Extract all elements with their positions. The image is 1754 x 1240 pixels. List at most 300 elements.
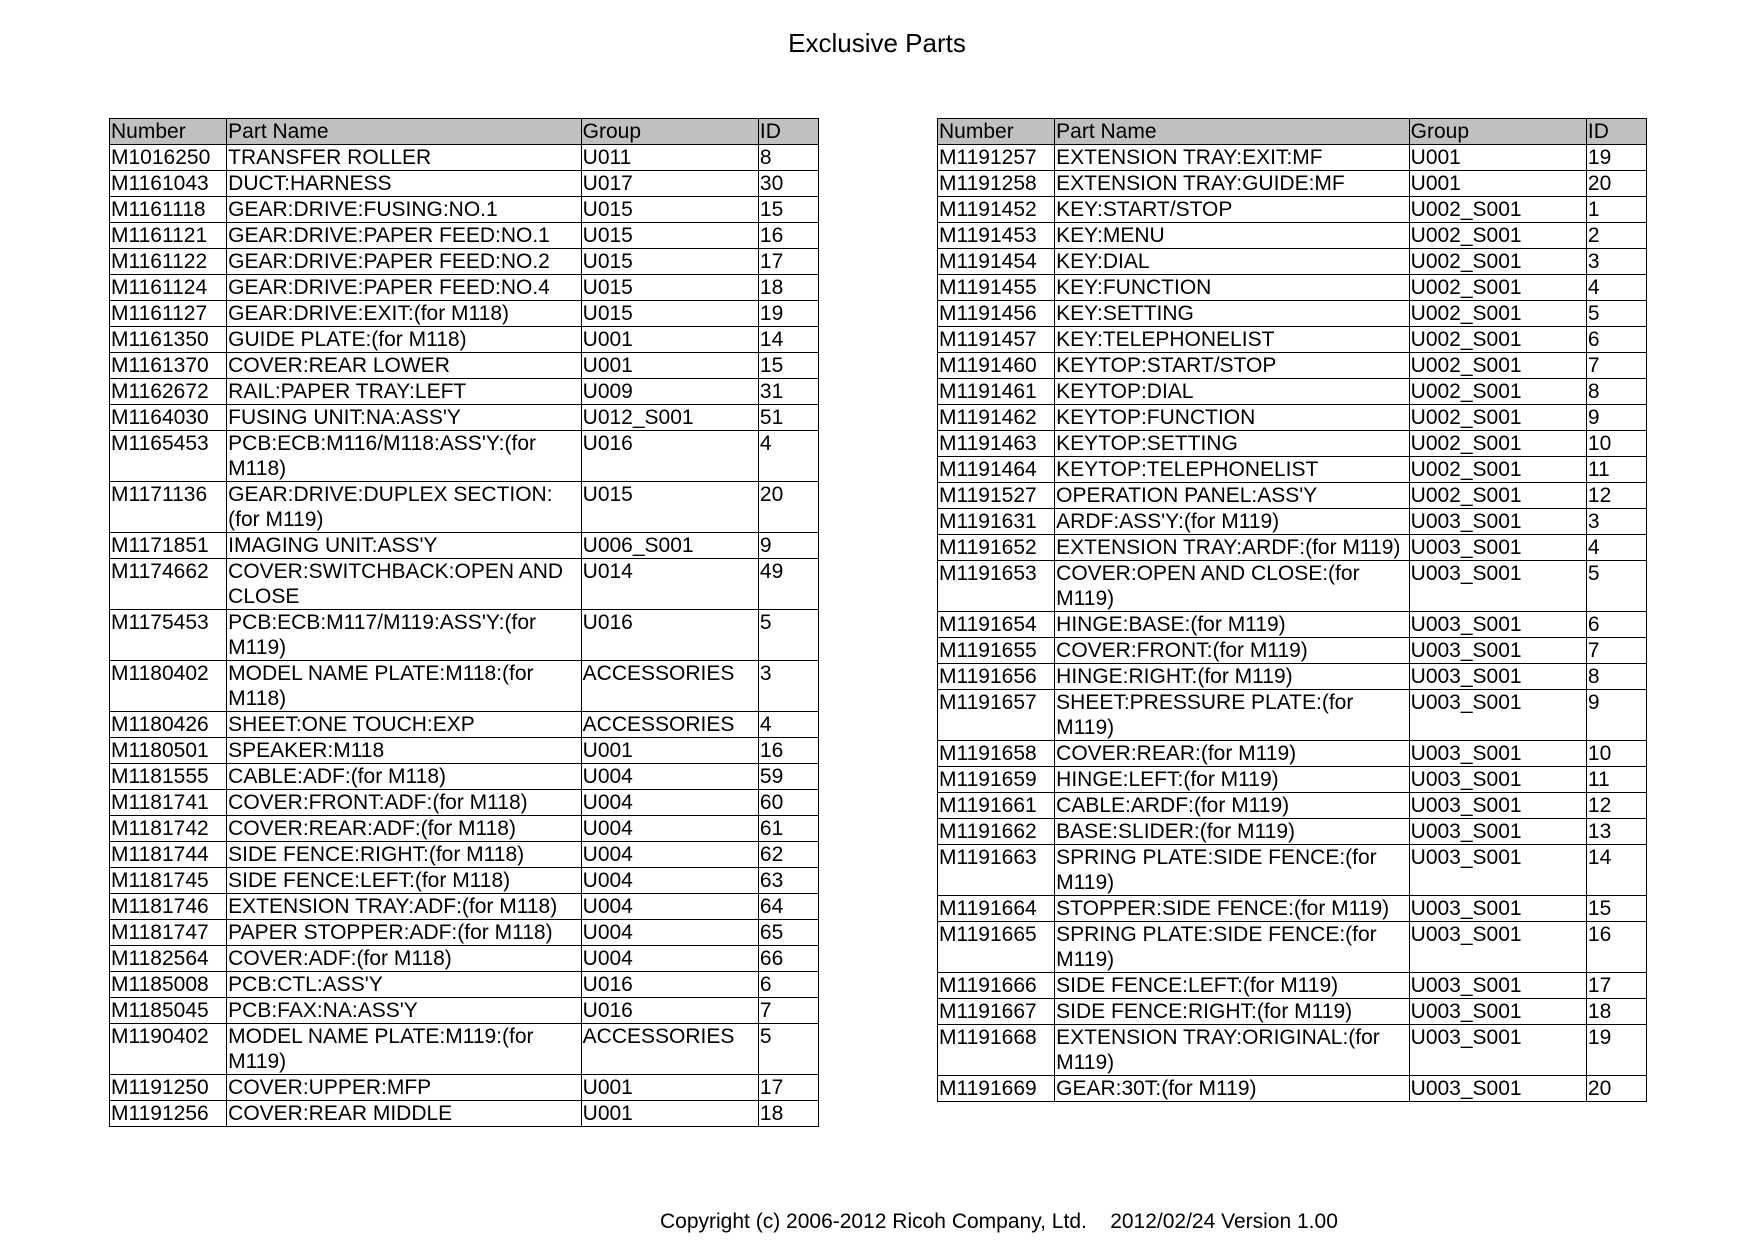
cell-part-name: EXTENSION TRAY:ADF:(for M118)	[227, 894, 582, 920]
cell-part-name: SPEAKER:M118	[227, 738, 582, 764]
cell-part-name: GUIDE PLATE:(for M118)	[227, 327, 582, 353]
cell-number: M1191463	[938, 431, 1055, 457]
cell-group: U016	[581, 998, 758, 1024]
cell-part-name: IMAGING UNIT:ASS'Y	[227, 533, 582, 559]
cell-number: M1191257	[938, 145, 1055, 171]
cell-group: U016	[581, 972, 758, 998]
cell-group: ACCESSORIES	[581, 712, 758, 738]
cell-group: U011	[581, 145, 758, 171]
header-id: ID	[1586, 119, 1646, 145]
cell-id: 63	[758, 868, 818, 894]
cell-group: U004	[581, 868, 758, 894]
cell-part-name: GEAR:DRIVE:PAPER FEED:NO.2	[227, 249, 582, 275]
table-row	[938, 793, 1647, 819]
cell-part-name: SIDE FENCE:RIGHT:(for M119)	[1055, 999, 1410, 1025]
cell-number: M1181746	[110, 894, 227, 920]
cell-id: 8	[758, 145, 818, 171]
cell-id: 61	[758, 816, 818, 842]
cell-part-name: HINGE:LEFT:(for M119)	[1055, 767, 1410, 793]
table-row	[938, 379, 1647, 405]
table-row	[938, 767, 1647, 793]
date-version-text: 2012/02/24 Version 1.00	[1110, 1210, 1338, 1233]
cell-id: 4	[758, 431, 818, 482]
cell-number: M1161122	[110, 249, 227, 275]
cell-id: 51	[758, 405, 818, 431]
cell-number: M1191652	[938, 535, 1055, 561]
table-row	[938, 638, 1647, 664]
table-row	[110, 764, 819, 790]
cell-id: 17	[758, 249, 818, 275]
table-row	[110, 533, 819, 559]
table-row	[938, 249, 1647, 275]
cell-id: 5	[758, 1024, 818, 1075]
cell-group: U003_S001	[1409, 973, 1586, 999]
table-row	[110, 816, 819, 842]
cell-part-name: SIDE FENCE:RIGHT:(for M118)	[227, 842, 582, 868]
cell-group: U003_S001	[1409, 741, 1586, 767]
cell-part-name: KEYTOP:TELEPHONELIST	[1055, 457, 1410, 483]
cell-group: U002_S001	[1409, 223, 1586, 249]
cell-id: 1	[1586, 197, 1646, 223]
cell-number: M1191653	[938, 561, 1055, 612]
cell-id: 17	[1586, 973, 1646, 999]
table-row	[938, 999, 1647, 1025]
cell-group: U003_S001	[1409, 690, 1586, 741]
cell-group: U003_S001	[1409, 535, 1586, 561]
cell-id: 31	[758, 379, 818, 405]
cell-part-name: COVER:REAR MIDDLE	[227, 1101, 582, 1127]
cell-id: 12	[1586, 483, 1646, 509]
cell-group: U004	[581, 790, 758, 816]
cell-id: 5	[758, 610, 818, 661]
cell-number: M1191668	[938, 1025, 1055, 1076]
cell-number: M1191457	[938, 327, 1055, 353]
cell-number: M1191666	[938, 973, 1055, 999]
cell-group: U004	[581, 764, 758, 790]
cell-id: 18	[758, 275, 818, 301]
cell-part-name: KEY:SETTING	[1055, 301, 1410, 327]
cell-number: M1191455	[938, 275, 1055, 301]
cell-id: 65	[758, 920, 818, 946]
cell-part-name: KEYTOP:DIAL	[1055, 379, 1410, 405]
cell-number: M1191665	[938, 922, 1055, 973]
cell-part-name: HINGE:RIGHT:(for M119)	[1055, 664, 1410, 690]
cell-part-name: KEY:DIAL	[1055, 249, 1410, 275]
cell-part-name: DUCT:HARNESS	[227, 171, 582, 197]
table-row	[938, 741, 1647, 767]
table-row	[110, 405, 819, 431]
cell-part-name: KEY:START/STOP	[1055, 197, 1410, 223]
table-row	[938, 1076, 1647, 1102]
cell-id: 17	[758, 1075, 818, 1101]
cell-group: ACCESSORIES	[581, 1024, 758, 1075]
cell-number: M1181741	[110, 790, 227, 816]
table-row	[938, 690, 1647, 741]
cell-group: U015	[581, 249, 758, 275]
cell-part-name: PCB:ECB:M116/M118:ASS'Y:(for M118)	[227, 431, 582, 482]
cell-id: 4	[1586, 275, 1646, 301]
cell-number: M1181555	[110, 764, 227, 790]
cell-number: M1191656	[938, 664, 1055, 690]
cell-group: U003_S001	[1409, 1025, 1586, 1076]
table-row	[938, 612, 1647, 638]
cell-id: 16	[1586, 922, 1646, 973]
cell-id: 7	[1586, 638, 1646, 664]
table-row	[938, 845, 1647, 896]
cell-part-name: PCB:CTL:ASS'Y	[227, 972, 582, 998]
cell-number: M1191631	[938, 509, 1055, 535]
cell-number: M1191453	[938, 223, 1055, 249]
cell-number: M1185008	[110, 972, 227, 998]
cell-id: 7	[1586, 353, 1646, 379]
cell-number: M1181745	[110, 868, 227, 894]
cell-part-name: GEAR:DRIVE:PAPER FEED:NO.1	[227, 223, 582, 249]
cell-group: U001	[581, 327, 758, 353]
cell-id: 12	[1586, 793, 1646, 819]
cell-part-name: COVER:SWITCHBACK:OPEN AND CLOSE	[227, 559, 582, 610]
table-row	[110, 301, 819, 327]
table-row	[938, 301, 1647, 327]
cell-id: 19	[758, 301, 818, 327]
cell-id: 9	[1586, 690, 1646, 741]
cell-number: M1191256	[110, 1101, 227, 1127]
cell-group: U002_S001	[1409, 353, 1586, 379]
table-row	[110, 1075, 819, 1101]
table-row	[110, 712, 819, 738]
cell-part-name: COVER:FRONT:(for M119)	[1055, 638, 1410, 664]
cell-number: M1161043	[110, 171, 227, 197]
cell-id: 18	[1586, 999, 1646, 1025]
cell-part-name: SHEET:ONE TOUCH:EXP	[227, 712, 582, 738]
table-row	[110, 275, 819, 301]
table-row	[938, 171, 1647, 197]
cell-id: 15	[1586, 896, 1646, 922]
cell-number: M1180426	[110, 712, 227, 738]
cell-number: M1174662	[110, 559, 227, 610]
cell-part-name: COVER:ADF:(for M118)	[227, 946, 582, 972]
table-row	[110, 1101, 819, 1127]
cell-id: 4	[758, 712, 818, 738]
cell-id: 2	[1586, 223, 1646, 249]
cell-number: M1175453	[110, 610, 227, 661]
cell-group: U004	[581, 894, 758, 920]
cell-part-name: GEAR:DRIVE:FUSING:NO.1	[227, 197, 582, 223]
table-row	[938, 535, 1647, 561]
cell-group: U015	[581, 197, 758, 223]
cell-number: M1181747	[110, 920, 227, 946]
cell-part-name: KEYTOP:SETTING	[1055, 431, 1410, 457]
cell-number: M1191654	[938, 612, 1055, 638]
cell-number: M1171851	[110, 533, 227, 559]
cell-part-name: COVER:REAR:ADF:(for M118)	[227, 816, 582, 842]
cell-id: 15	[758, 197, 818, 223]
cell-part-name: SPRING PLATE:SIDE FENCE:(for M119)	[1055, 845, 1410, 896]
cell-id: 11	[1586, 457, 1646, 483]
cell-part-name: KEY:TELEPHONELIST	[1055, 327, 1410, 353]
cell-id: 14	[758, 327, 818, 353]
table-row	[110, 661, 819, 712]
cell-group: U001	[581, 738, 758, 764]
table-row	[938, 896, 1647, 922]
cell-part-name: EXTENSION TRAY:ARDF:(for M119)	[1055, 535, 1410, 561]
table-row	[110, 353, 819, 379]
cell-group: U003_S001	[1409, 793, 1586, 819]
cell-id: 5	[1586, 561, 1646, 612]
cell-group: U002_S001	[1409, 197, 1586, 223]
table-body	[110, 145, 819, 1127]
cell-id: 14	[1586, 845, 1646, 896]
cell-group: U015	[581, 275, 758, 301]
cell-part-name: STOPPER:SIDE FENCE:(for M119)	[1055, 896, 1410, 922]
cell-part-name: CABLE:ADF:(for M118)	[227, 764, 582, 790]
cell-group: U006_S001	[581, 533, 758, 559]
cell-group: U002_S001	[1409, 405, 1586, 431]
table-header-row	[110, 119, 819, 145]
table-row	[938, 483, 1647, 509]
table-row	[110, 223, 819, 249]
cell-group: U015	[581, 482, 758, 533]
table-row	[938, 353, 1647, 379]
table-row	[110, 868, 819, 894]
cell-group: U003_S001	[1409, 767, 1586, 793]
table-row	[938, 197, 1647, 223]
table-row	[938, 223, 1647, 249]
cell-group: U002_S001	[1409, 327, 1586, 353]
cell-number: M1162672	[110, 379, 227, 405]
cell-id: 66	[758, 946, 818, 972]
cell-number: M1190402	[110, 1024, 227, 1075]
table-row	[110, 894, 819, 920]
footer	[660, 1210, 1338, 1234]
cell-part-name: GEAR:30T:(for M119)	[1055, 1076, 1410, 1102]
cell-number: M1182564	[110, 946, 227, 972]
cell-number: M1191462	[938, 405, 1055, 431]
table-row	[110, 145, 819, 171]
cell-id: 6	[758, 972, 818, 998]
cell-id: 16	[758, 223, 818, 249]
cell-part-name: HINGE:BASE:(for M119)	[1055, 612, 1410, 638]
cell-number: M1191667	[938, 999, 1055, 1025]
cell-id: 10	[1586, 431, 1646, 457]
table-row	[110, 197, 819, 223]
cell-group: U003_S001	[1409, 922, 1586, 973]
cell-group: U002_S001	[1409, 431, 1586, 457]
cell-group: U004	[581, 816, 758, 842]
cell-id: 4	[1586, 535, 1646, 561]
table-row	[110, 842, 819, 868]
cell-part-name: COVER:REAR:(for M119)	[1055, 741, 1410, 767]
cell-part-name: KEY:FUNCTION	[1055, 275, 1410, 301]
cell-id: 10	[1586, 741, 1646, 767]
cell-part-name: COVER:OPEN AND CLOSE:(for M119)	[1055, 561, 1410, 612]
cell-number: M1191662	[938, 819, 1055, 845]
cell-part-name: BASE:SLIDER:(for M119)	[1055, 819, 1410, 845]
cell-part-name: EXTENSION TRAY:GUIDE:MF	[1055, 171, 1410, 197]
cell-group: U016	[581, 431, 758, 482]
table-row	[110, 1024, 819, 1075]
cell-number: M1161118	[110, 197, 227, 223]
cell-group: U001	[581, 353, 758, 379]
table-row	[110, 249, 819, 275]
cell-number: M1191461	[938, 379, 1055, 405]
cell-part-name: KEYTOP:FUNCTION	[1055, 405, 1410, 431]
cell-id: 20	[1586, 171, 1646, 197]
cell-id: 8	[1586, 379, 1646, 405]
cell-part-name: PCB:FAX:NA:ASS'Y	[227, 998, 582, 1024]
cell-part-name: SHEET:PRESSURE PLATE:(for M119)	[1055, 690, 1410, 741]
cell-group: ACCESSORIES	[581, 661, 758, 712]
cell-number: M1181742	[110, 816, 227, 842]
cell-id: 64	[758, 894, 818, 920]
cell-number: M1191452	[938, 197, 1055, 223]
cell-group: U003_S001	[1409, 664, 1586, 690]
table-row	[110, 790, 819, 816]
cell-id: 13	[1586, 819, 1646, 845]
cell-number: M1164030	[110, 405, 227, 431]
cell-group: U003_S001	[1409, 845, 1586, 896]
table-row	[110, 482, 819, 533]
table-row	[110, 327, 819, 353]
cell-group: U001	[1409, 145, 1586, 171]
cell-part-name: FUSING UNIT:NA:ASS'Y	[227, 405, 582, 431]
cell-id: 9	[1586, 405, 1646, 431]
table-row	[110, 559, 819, 610]
table-row	[938, 509, 1647, 535]
cell-part-name: GEAR:DRIVE:DUPLEX SECTION:(for M119)	[227, 482, 582, 533]
cell-id: 49	[758, 559, 818, 610]
cell-number: M1191664	[938, 896, 1055, 922]
cell-number: M1180501	[110, 738, 227, 764]
table-row	[110, 610, 819, 661]
cell-group: U001	[581, 1075, 758, 1101]
cell-part-name: COVER:REAR LOWER	[227, 353, 582, 379]
cell-number: M1191661	[938, 793, 1055, 819]
cell-id: 62	[758, 842, 818, 868]
cell-group: U009	[581, 379, 758, 405]
table-row	[938, 922, 1647, 973]
cell-number: M1161127	[110, 301, 227, 327]
cell-group: U002_S001	[1409, 483, 1586, 509]
cell-part-name: MODEL NAME PLATE:M119:(for M119)	[227, 1024, 582, 1075]
cell-number: M1191250	[110, 1075, 227, 1101]
page-title: Exclusive Parts	[788, 28, 966, 58]
table-row	[110, 431, 819, 482]
header-id: ID	[758, 119, 818, 145]
cell-group: U002_S001	[1409, 249, 1586, 275]
cell-part-name: COVER:FRONT:ADF:(for M118)	[227, 790, 582, 816]
cell-id: 11	[1586, 767, 1646, 793]
cell-group: U016	[581, 610, 758, 661]
cell-id: 7	[758, 998, 818, 1024]
header-group: Group	[581, 119, 758, 145]
cell-number: M1191658	[938, 741, 1055, 767]
cell-number: M1016250	[110, 145, 227, 171]
cell-id: 59	[758, 764, 818, 790]
cell-group: U001	[581, 1101, 758, 1127]
cell-group: U003_S001	[1409, 819, 1586, 845]
parts-table-left	[109, 118, 819, 1127]
cell-group: U003_S001	[1409, 638, 1586, 664]
cell-group: U003_S001	[1409, 896, 1586, 922]
cell-id: 18	[758, 1101, 818, 1127]
table-row	[938, 275, 1647, 301]
cell-id: 16	[758, 738, 818, 764]
table-row	[938, 327, 1647, 353]
cell-id: 15	[758, 353, 818, 379]
cell-number: M1191527	[938, 483, 1055, 509]
cell-number: M1171136	[110, 482, 227, 533]
header-part-name: Part Name	[1055, 119, 1410, 145]
cell-part-name: ARDF:ASS'Y:(for M119)	[1055, 509, 1410, 535]
cell-part-name: COVER:UPPER:MFP	[227, 1075, 582, 1101]
cell-group: U015	[581, 223, 758, 249]
cell-part-name: CABLE:ARDF:(for M119)	[1055, 793, 1410, 819]
cell-part-name: EXTENSION TRAY:ORIGINAL:(for M119)	[1055, 1025, 1410, 1076]
parts-table-right	[937, 118, 1647, 1102]
cell-number: M1191655	[938, 638, 1055, 664]
cell-group: U015	[581, 301, 758, 327]
table-row	[938, 973, 1647, 999]
cell-part-name: PAPER STOPPER:ADF:(for M118)	[227, 920, 582, 946]
cell-number: M1161350	[110, 327, 227, 353]
cell-part-name: KEYTOP:START/STOP	[1055, 353, 1410, 379]
cell-group: U002_S001	[1409, 301, 1586, 327]
cell-number: M1191460	[938, 353, 1055, 379]
table-row	[110, 972, 819, 998]
cell-group: U002_S001	[1409, 379, 1586, 405]
table-row	[938, 819, 1647, 845]
table-row	[110, 998, 819, 1024]
table-row	[110, 738, 819, 764]
cell-number: M1191464	[938, 457, 1055, 483]
cell-id: 19	[1586, 1025, 1646, 1076]
cell-part-name: SIDE FENCE:LEFT:(for M118)	[227, 868, 582, 894]
cell-part-name: TRANSFER ROLLER	[227, 145, 582, 171]
cell-number: M1180402	[110, 661, 227, 712]
cell-number: M1191663	[938, 845, 1055, 896]
cell-id: 3	[1586, 249, 1646, 275]
table-row	[938, 561, 1647, 612]
cell-id: 30	[758, 171, 818, 197]
cell-group: U002_S001	[1409, 457, 1586, 483]
cell-id: 8	[1586, 664, 1646, 690]
copyright-text: Copyright (c) 2006-2012 Ricoh Company, Ltd.	[660, 1210, 1087, 1233]
cell-number: M1161124	[110, 275, 227, 301]
table-row	[938, 457, 1647, 483]
table-body	[938, 145, 1647, 1102]
header-group: Group	[1409, 119, 1586, 145]
table-header-row	[938, 119, 1647, 145]
cell-part-name: OPERATION PANEL:ASS'Y	[1055, 483, 1410, 509]
cell-part-name: SPRING PLATE:SIDE FENCE:(for M119)	[1055, 922, 1410, 973]
table-row	[938, 405, 1647, 431]
table-row	[110, 171, 819, 197]
header-number: Number	[938, 119, 1055, 145]
cell-number: M1191659	[938, 767, 1055, 793]
cell-part-name: GEAR:DRIVE:EXIT:(for M118)	[227, 301, 582, 327]
cell-group: U004	[581, 920, 758, 946]
cell-part-name: SIDE FENCE:LEFT:(for M119)	[1055, 973, 1410, 999]
cell-group: U003_S001	[1409, 612, 1586, 638]
cell-part-name: KEY:MENU	[1055, 223, 1410, 249]
table-row	[938, 431, 1647, 457]
cell-group: U003_S001	[1409, 999, 1586, 1025]
cell-group: U003_S001	[1409, 1076, 1586, 1102]
cell-number: M1181744	[110, 842, 227, 868]
cell-part-name: GEAR:DRIVE:PAPER FEED:NO.4	[227, 275, 582, 301]
cell-group: U004	[581, 946, 758, 972]
cell-number: M1161121	[110, 223, 227, 249]
